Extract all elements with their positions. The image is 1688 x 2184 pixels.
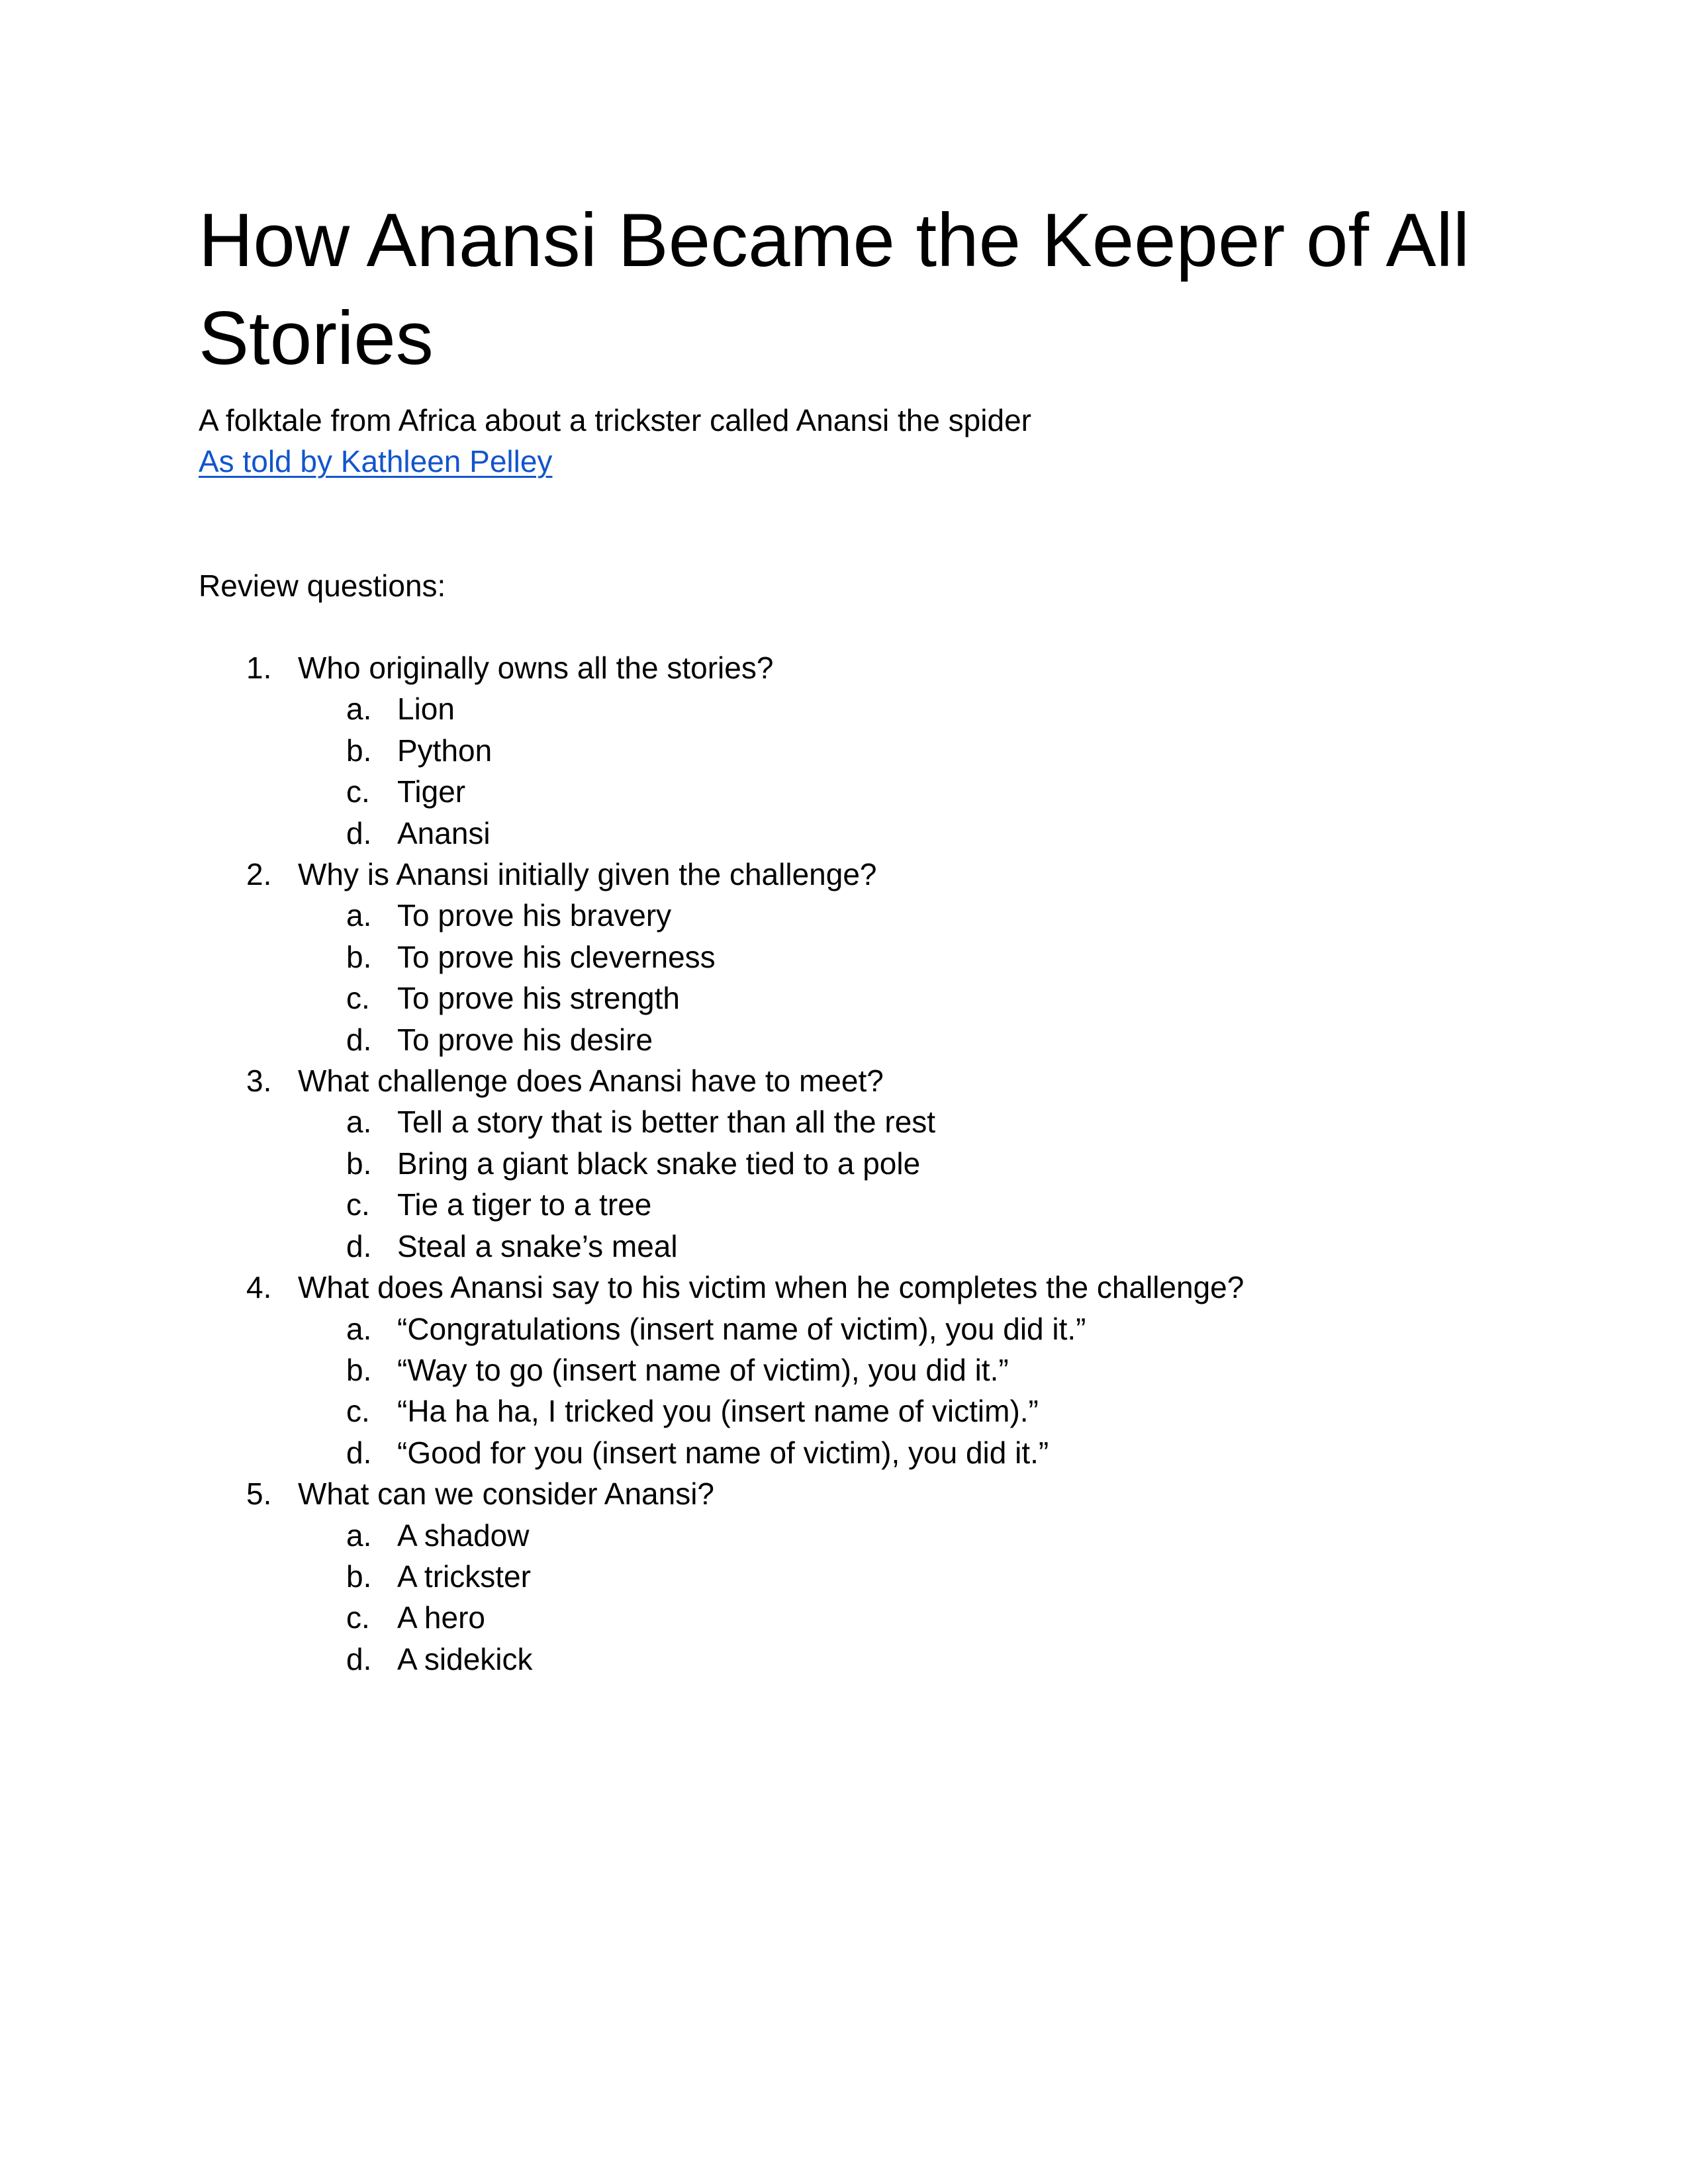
option-text: Tie a tiger to a tree bbox=[397, 1187, 652, 1222]
option-letter: b. bbox=[346, 1559, 372, 1594]
question-text: What can we consider Anansi? bbox=[298, 1477, 715, 1512]
option-item bbox=[199, 1349, 1489, 1390]
option-text: Anansi bbox=[397, 815, 491, 850]
option-text: To prove his cleverness bbox=[397, 939, 716, 974]
option-item bbox=[199, 978, 1489, 1019]
option-letter: c. bbox=[346, 981, 370, 1016]
option-letter: b. bbox=[346, 733, 372, 768]
option-text: To prove his bravery bbox=[397, 898, 672, 933]
option-text: Python bbox=[397, 733, 492, 768]
option-text: Steal a snake’s meal bbox=[397, 1228, 678, 1263]
option-text: Bring a giant black snake tied to a pole bbox=[397, 1146, 921, 1181]
option-item bbox=[199, 688, 1489, 729]
option-text: A trickster bbox=[397, 1559, 531, 1594]
option-item bbox=[199, 1101, 1489, 1142]
option-letter: c. bbox=[346, 1187, 370, 1222]
option-letter: d. bbox=[346, 815, 372, 850]
option-text: “Good for you (insert name of victim), you did it.” bbox=[397, 1435, 1049, 1470]
question-number: 5. bbox=[246, 1477, 272, 1512]
option-list bbox=[199, 895, 1489, 1060]
question-item bbox=[199, 1267, 1489, 1473]
option-letter: d. bbox=[346, 1022, 372, 1057]
option-letter: c. bbox=[346, 1600, 370, 1635]
option-text: “Congratulations (insert name of victim), you did it.” bbox=[397, 1311, 1086, 1346]
option-list bbox=[199, 1515, 1489, 1680]
review-heading: Review questions: bbox=[199, 569, 446, 603]
question-number: 1. bbox=[246, 651, 272, 685]
option-letter: b. bbox=[346, 1352, 372, 1387]
option-list bbox=[199, 1308, 1489, 1474]
question-text: What does Anansi say to his victim when he completes the challenge? bbox=[298, 1270, 1244, 1305]
option-item bbox=[199, 1390, 1489, 1432]
option-item bbox=[199, 936, 1489, 978]
option-text: Tell a story that is better than all the rest bbox=[397, 1105, 936, 1140]
option-letter: b. bbox=[346, 1146, 372, 1181]
option-item bbox=[199, 730, 1489, 771]
option-item bbox=[199, 1143, 1489, 1184]
option-item bbox=[199, 895, 1489, 936]
option-text: Tiger bbox=[397, 774, 466, 809]
option-list bbox=[199, 688, 1489, 854]
question-number: 3. bbox=[246, 1064, 272, 1099]
option-letter: d. bbox=[346, 1435, 372, 1470]
option-letter: b. bbox=[346, 939, 372, 974]
option-item bbox=[199, 1184, 1489, 1225]
question-item bbox=[199, 1473, 1489, 1680]
question-text: Why is Anansi initially given the challenge? bbox=[298, 857, 877, 892]
option-text: Lion bbox=[397, 692, 455, 727]
option-text: “Way to go (insert name of victim), you did it.” bbox=[397, 1352, 1009, 1387]
option-item bbox=[199, 1515, 1489, 1556]
option-text: “Ha ha ha, I tricked you (insert name of victim).” bbox=[397, 1394, 1039, 1429]
option-text: To prove his strength bbox=[397, 981, 680, 1016]
option-letter: a. bbox=[346, 692, 372, 727]
option-letter: a. bbox=[346, 1105, 372, 1140]
option-letter: c. bbox=[346, 1394, 370, 1429]
question-number: 4. bbox=[246, 1270, 272, 1305]
document-title: How Anansi Became the Keeper of All Stories bbox=[199, 199, 1470, 381]
question-text: Who originally owns all the stories? bbox=[298, 651, 774, 685]
document-page bbox=[199, 192, 1489, 1680]
question-item bbox=[199, 647, 1489, 854]
option-letter: a. bbox=[346, 898, 372, 933]
option-text: A shadow bbox=[397, 1518, 530, 1553]
option-item bbox=[199, 1432, 1489, 1473]
option-text: To prove his desire bbox=[397, 1022, 653, 1057]
option-item bbox=[199, 813, 1489, 854]
option-item bbox=[199, 1597, 1489, 1638]
document-subtitle: A folktale from Africa about a trickster called Anansi the spider bbox=[199, 403, 1031, 437]
option-letter: a. bbox=[346, 1311, 372, 1346]
option-letter: a. bbox=[346, 1518, 372, 1553]
option-text: A sidekick bbox=[397, 1641, 533, 1676]
option-item bbox=[199, 771, 1489, 812]
option-item bbox=[199, 1226, 1489, 1267]
option-letter: d. bbox=[346, 1228, 372, 1263]
option-item bbox=[199, 1019, 1489, 1060]
option-item bbox=[199, 1556, 1489, 1597]
option-letter: d. bbox=[346, 1641, 372, 1676]
question-list bbox=[199, 647, 1489, 1680]
option-item bbox=[199, 1639, 1489, 1680]
option-text: A hero bbox=[397, 1600, 485, 1635]
author-link[interactable]: As told by Kathleen Pelley bbox=[199, 444, 553, 478]
question-number: 2. bbox=[246, 857, 272, 892]
option-item bbox=[199, 1308, 1489, 1349]
question-item bbox=[199, 1060, 1489, 1267]
question-item bbox=[199, 854, 1489, 1060]
option-letter: c. bbox=[346, 774, 370, 809]
option-list bbox=[199, 1101, 1489, 1267]
question-text: What challenge does Anansi have to meet? bbox=[298, 1064, 884, 1099]
